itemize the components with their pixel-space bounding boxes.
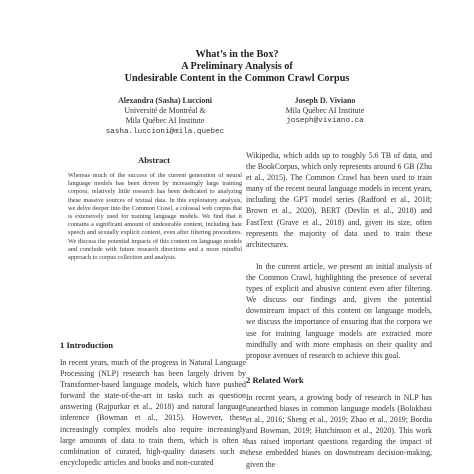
author-name: Joseph D. Viviano: [294, 96, 356, 105]
author-affiliation: Mila Québec AI Institute: [125, 116, 205, 126]
right-column-paragraph-2: In the current article, we present an initial analysis of the Common Crawl, highlighting the presence of several types of explicit and abusive content even after filtering. We discuss our findings and, given the potential downstream impact of this content on language models, we discuss the importance of ensuring that the corpora we use for training language models are extracted more mindfully and with more emphasis on their quality and propose avenues of research to achieve this goal.: [246, 262, 432, 360]
author-name: Alexandra (Sasha) Luccioni: [118, 96, 212, 105]
paper-title-line-2: A Preliminary Analysis of: [181, 61, 293, 72]
right-column-paragraph-1: Wikipedia, which adds up to roughly 5.6 TB of data, and the BookCorpus, which only represents around 6 GB (Zhu et al., 2015). The Common Crawl has been used to train many of the recent neural language models in recent years, including the GPT model series (Radford et al., 2018; Brown et al., 2020), BERT (Devlin et al., 2018) and FastText (Grave et al., 2018) and, given its size, often represents the majority of data used to train these architectures.: [246, 151, 432, 249]
section-heading-related-work: 2 Related Work: [246, 375, 304, 385]
section-heading-introduction: 1 Introduction: [60, 340, 114, 350]
author-block-2: [250, 96, 400, 127]
abstract-text: Whereas much of the success of the current generation of neural language models has been driven by increasingly large training corpora, relatively little research has been dedicated to analyzing these massive sources of textual data. In this exploratory analysis, we delve deeper into the Common Crawl, a colossal web corpus that is extensively used for training language models. We find that it contains a significant amount of undesirable content, including hate speech and sexually explicit content, even after filtering procedures. We discuss the potential impacts of this content on language models and conclude with future research directions and a more mindful approach to corpus collection and analysis.: [68, 172, 242, 262]
author-email: sasha.luccioni@mila.quebec: [105, 127, 225, 136]
author-block-1: [80, 96, 250, 137]
author-affiliation: Université de Montréal &: [124, 106, 206, 116]
related-work-paragraph: In recent years, a growing body of research in NLP has unearthed biases in common language models (Bolukbasi et al., 2016; Sheng et al., 2019; Zhao et al., 2019; Bordia and Bowman, 2019; Hutchinson et al., 2020). This work has raised important questions regarding the impact of these embedded biases on downstream decision-making, given the: [246, 393, 432, 469]
author-email: joseph@viviano.ca: [286, 117, 364, 126]
introduction-paragraph: In recent years, much of the progress in Natural Language Processing (NLP) research has been largely driven by Transformer-based language models, which have pushed forward the state-of-the-art in tasks such as question answering (Rajpurkar et al., 2018) and natural language inference (Bowman et al., 2015). However, these increasingly complex models also require increasingly large amounts of data to train them, which is often a combination of curated, high-quality datasets such as encyclopedic articles and books and non-curated: [60, 358, 246, 467]
abstract-heading: Abstract: [138, 155, 170, 165]
paper-title-line-1: What’s in the Box?: [195, 49, 279, 60]
paper-title-line-3: Undesirable Content in the Common Crawl Corpus: [124, 73, 350, 84]
author-affiliation: Mila Québec AI Institute: [285, 106, 365, 116]
